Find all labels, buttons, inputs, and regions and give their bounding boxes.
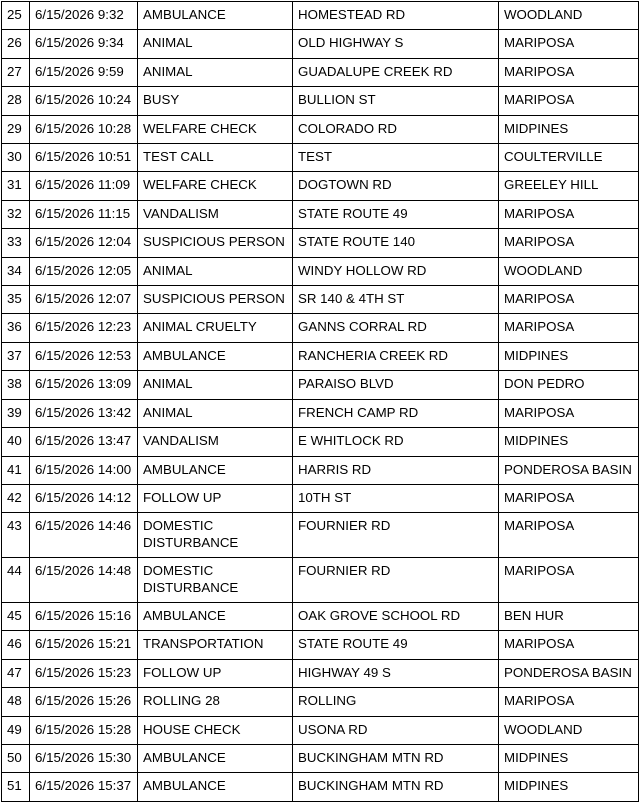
- area-cell: MIDPINES: [499, 744, 639, 772]
- street-cell: E WHITLOCK RD: [293, 428, 499, 456]
- call-log-table: [1, 1, 639, 802]
- row-number-cell: 29: [2, 115, 30, 143]
- row-number-cell: 26: [2, 30, 30, 58]
- area-cell: COULTERVILLE: [499, 144, 639, 172]
- datetime-cell: 6/15/2026 13:47: [30, 428, 138, 456]
- datetime-cell: 6/15/2026 14:00: [30, 456, 138, 484]
- table-row: [2, 30, 639, 58]
- street-cell: GANNS CORRAL RD: [293, 314, 499, 342]
- area-cell: WOODLAND: [499, 2, 639, 30]
- row-number-cell: 51: [2, 773, 30, 801]
- call-type-cell: WELFARE CHECK: [138, 115, 293, 143]
- table-row: [2, 484, 639, 512]
- area-cell: DON PEDRO: [499, 371, 639, 399]
- call-type-cell: SUSPICIOUS PERSON: [138, 229, 293, 257]
- row-number-cell: 30: [2, 144, 30, 172]
- street-cell: FOURNIER RD: [293, 513, 499, 558]
- row-number-cell: 38: [2, 371, 30, 399]
- call-type-cell: DOMESTIC DISTURBANCE: [138, 513, 293, 558]
- street-cell: OAK GROVE SCHOOL RD: [293, 602, 499, 630]
- street-cell: SR 140 & 4TH ST: [293, 286, 499, 314]
- street-cell: HOMESTEAD RD: [293, 2, 499, 30]
- call-type-cell: ANIMAL: [138, 399, 293, 427]
- row-number-cell: 39: [2, 399, 30, 427]
- datetime-cell: 6/15/2026 10:24: [30, 87, 138, 115]
- table-row: [2, 172, 639, 200]
- street-cell: STATE ROUTE 49: [293, 200, 499, 228]
- street-cell: WINDY HOLLOW RD: [293, 257, 499, 285]
- table-row: [2, 558, 639, 603]
- street-cell: 10TH ST: [293, 484, 499, 512]
- row-number-cell: 44: [2, 558, 30, 603]
- area-cell: PONDEROSA BASIN: [499, 456, 639, 484]
- datetime-cell: 6/15/2026 12:07: [30, 286, 138, 314]
- row-number-cell: 32: [2, 200, 30, 228]
- table-row: [2, 200, 639, 228]
- call-type-cell: VANDALISM: [138, 200, 293, 228]
- call-type-cell: AMBULANCE: [138, 456, 293, 484]
- call-type-cell: VANDALISM: [138, 428, 293, 456]
- row-number-cell: 33: [2, 229, 30, 257]
- call-log-body: [2, 2, 639, 802]
- area-cell: WOODLAND: [499, 257, 639, 285]
- area-cell: MARIPOSA: [499, 58, 639, 86]
- call-type-cell: FOLLOW UP: [138, 484, 293, 512]
- datetime-cell: 6/15/2026 15:37: [30, 773, 138, 801]
- table-row: [2, 602, 639, 630]
- row-number-cell: 28: [2, 87, 30, 115]
- area-cell: MIDPINES: [499, 428, 639, 456]
- street-cell: RANCHERIA CREEK RD: [293, 342, 499, 370]
- datetime-cell: 6/15/2026 12:05: [30, 257, 138, 285]
- table-row: [2, 342, 639, 370]
- datetime-cell: 6/15/2026 11:15: [30, 200, 138, 228]
- area-cell: MARIPOSA: [499, 286, 639, 314]
- row-number-cell: 48: [2, 688, 30, 716]
- row-number-cell: 47: [2, 659, 30, 687]
- table-row: [2, 115, 639, 143]
- area-cell: WOODLAND: [499, 716, 639, 744]
- table-row: [2, 286, 639, 314]
- datetime-cell: 6/15/2026 10:28: [30, 115, 138, 143]
- street-cell: STATE ROUTE 140: [293, 229, 499, 257]
- area-cell: MARIPOSA: [499, 87, 639, 115]
- row-number-cell: 41: [2, 456, 30, 484]
- street-cell: BUCKINGHAM MTN RD: [293, 744, 499, 772]
- call-type-cell: ANIMAL: [138, 58, 293, 86]
- area-cell: GREELEY HILL: [499, 172, 639, 200]
- datetime-cell: 6/15/2026 9:34: [30, 30, 138, 58]
- call-type-cell: WELFARE CHECK: [138, 172, 293, 200]
- street-cell: FRENCH CAMP RD: [293, 399, 499, 427]
- datetime-cell: 6/15/2026 13:09: [30, 371, 138, 399]
- area-cell: MARIPOSA: [499, 229, 639, 257]
- table-row: [2, 399, 639, 427]
- call-type-cell: ANIMAL: [138, 371, 293, 399]
- row-number-cell: 37: [2, 342, 30, 370]
- datetime-cell: 6/15/2026 15:30: [30, 744, 138, 772]
- datetime-cell: 6/15/2026 15:16: [30, 602, 138, 630]
- call-type-cell: AMBULANCE: [138, 744, 293, 772]
- area-cell: PONDEROSA BASIN: [499, 659, 639, 687]
- table-row: [2, 744, 639, 772]
- call-type-cell: ANIMAL: [138, 257, 293, 285]
- call-type-cell: TEST CALL: [138, 144, 293, 172]
- datetime-cell: 6/15/2026 12:53: [30, 342, 138, 370]
- area-cell: BEN HUR: [499, 602, 639, 630]
- row-number-cell: 45: [2, 602, 30, 630]
- call-type-cell: HOUSE CHECK: [138, 716, 293, 744]
- area-cell: MARIPOSA: [499, 200, 639, 228]
- street-cell: COLORADO RD: [293, 115, 499, 143]
- datetime-cell: 6/15/2026 11:09: [30, 172, 138, 200]
- area-cell: MARIPOSA: [499, 631, 639, 659]
- row-number-cell: 34: [2, 257, 30, 285]
- row-number-cell: 42: [2, 484, 30, 512]
- call-type-cell: DOMESTIC DISTURBANCE: [138, 558, 293, 603]
- table-row: [2, 229, 639, 257]
- row-number-cell: 31: [2, 172, 30, 200]
- datetime-cell: 6/15/2026 14:46: [30, 513, 138, 558]
- table-row: [2, 2, 639, 30]
- datetime-cell: 6/15/2026 15:23: [30, 659, 138, 687]
- datetime-cell: 6/15/2026 14:48: [30, 558, 138, 603]
- area-cell: MARIPOSA: [499, 688, 639, 716]
- datetime-cell: 6/15/2026 14:12: [30, 484, 138, 512]
- call-type-cell: BUSY: [138, 87, 293, 115]
- table-row: [2, 716, 639, 744]
- street-cell: BUCKINGHAM MTN RD: [293, 773, 499, 801]
- call-type-cell: FOLLOW UP: [138, 659, 293, 687]
- street-cell: PARAISO BLVD: [293, 371, 499, 399]
- call-type-cell: AMBULANCE: [138, 602, 293, 630]
- call-type-cell: ROLLING 28: [138, 688, 293, 716]
- datetime-cell: 6/15/2026 13:42: [30, 399, 138, 427]
- street-cell: GUADALUPE CREEK RD: [293, 58, 499, 86]
- datetime-cell: 6/15/2026 15:21: [30, 631, 138, 659]
- row-number-cell: 36: [2, 314, 30, 342]
- call-type-cell: TRANSPORTATION: [138, 631, 293, 659]
- area-cell: MIDPINES: [499, 773, 639, 801]
- call-type-cell: AMBULANCE: [138, 342, 293, 370]
- datetime-cell: 6/15/2026 12:23: [30, 314, 138, 342]
- datetime-cell: 6/15/2026 9:32: [30, 2, 138, 30]
- area-cell: MARIPOSA: [499, 30, 639, 58]
- row-number-cell: 46: [2, 631, 30, 659]
- datetime-cell: 6/15/2026 15:28: [30, 716, 138, 744]
- datetime-cell: 6/15/2026 15:26: [30, 688, 138, 716]
- street-cell: DOGTOWN RD: [293, 172, 499, 200]
- table-row: [2, 659, 639, 687]
- street-cell: HIGHWAY 49 S: [293, 659, 499, 687]
- area-cell: MIDPINES: [499, 115, 639, 143]
- area-cell: MARIPOSA: [499, 558, 639, 603]
- table-row: [2, 688, 639, 716]
- street-cell: STATE ROUTE 49: [293, 631, 499, 659]
- row-number-cell: 40: [2, 428, 30, 456]
- area-cell: MARIPOSA: [499, 484, 639, 512]
- table-row: [2, 314, 639, 342]
- row-number-cell: 43: [2, 513, 30, 558]
- area-cell: MARIPOSA: [499, 314, 639, 342]
- call-type-cell: AMBULANCE: [138, 2, 293, 30]
- datetime-cell: 6/15/2026 12:04: [30, 229, 138, 257]
- row-number-cell: 27: [2, 58, 30, 86]
- street-cell: USONA RD: [293, 716, 499, 744]
- datetime-cell: 6/15/2026 9:59: [30, 58, 138, 86]
- datetime-cell: 6/15/2026 10:51: [30, 144, 138, 172]
- table-row: [2, 456, 639, 484]
- street-cell: HARRIS RD: [293, 456, 499, 484]
- table-row: [2, 371, 639, 399]
- street-cell: FOURNIER RD: [293, 558, 499, 603]
- table-row: [2, 144, 639, 172]
- table-row: [2, 428, 639, 456]
- area-cell: MARIPOSA: [499, 399, 639, 427]
- row-number-cell: 49: [2, 716, 30, 744]
- call-type-cell: AMBULANCE: [138, 773, 293, 801]
- row-number-cell: 50: [2, 744, 30, 772]
- street-cell: TEST: [293, 144, 499, 172]
- table-row: [2, 87, 639, 115]
- table-row: [2, 257, 639, 285]
- street-cell: OLD HIGHWAY S: [293, 30, 499, 58]
- table-row: [2, 631, 639, 659]
- call-type-cell: ANIMAL: [138, 30, 293, 58]
- row-number-cell: 35: [2, 286, 30, 314]
- table-row: [2, 58, 639, 86]
- area-cell: MARIPOSA: [499, 513, 639, 558]
- street-cell: BULLION ST: [293, 87, 499, 115]
- area-cell: MIDPINES: [499, 342, 639, 370]
- table-row: [2, 513, 639, 558]
- table-row: [2, 773, 639, 801]
- street-cell: ROLLING: [293, 688, 499, 716]
- call-type-cell: ANIMAL CRUELTY: [138, 314, 293, 342]
- row-number-cell: 25: [2, 2, 30, 30]
- call-type-cell: SUSPICIOUS PERSON: [138, 286, 293, 314]
